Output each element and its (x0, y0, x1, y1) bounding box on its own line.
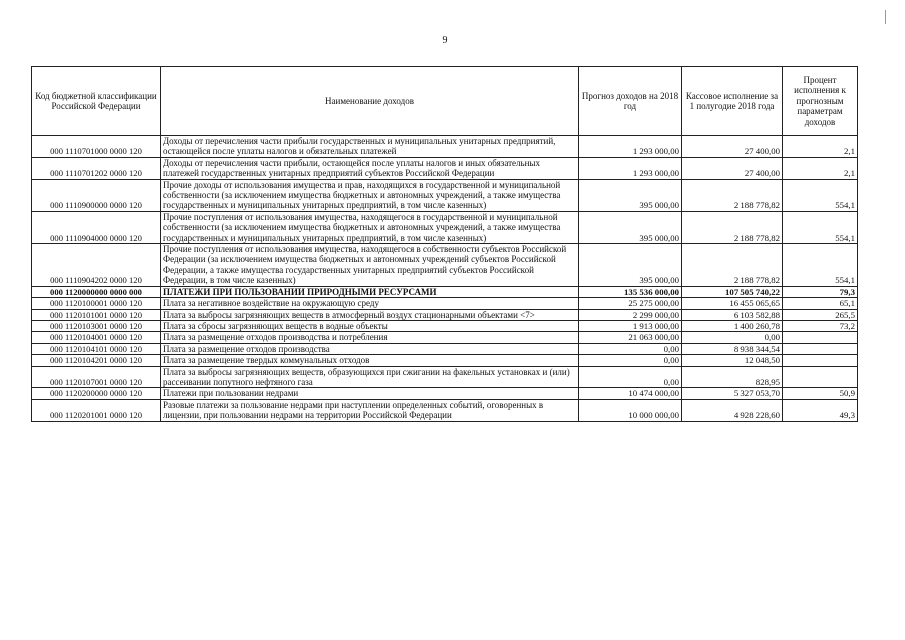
table-row (32, 136, 858, 158)
row-code: 000 1110701000 0000 120 (32, 136, 161, 158)
row-forecast: 1 293 000,00 (579, 157, 682, 179)
row-name: Плата за размещение отходов производства и потребления (161, 332, 579, 343)
row-code: 000 1120201001 0000 120 (32, 399, 161, 421)
row-executed: 5 327 053,70 (682, 388, 783, 399)
row-percent (783, 332, 858, 343)
row-name: Разовые платежи за пользование недрами при наступлении определенных событий, оговоренных в лицензии, при пользовании недрами на территории Российской Федерации (161, 399, 579, 421)
row-executed: 1 400 260,78 (682, 320, 783, 331)
row-executed: 2 188 778,82 (682, 244, 783, 287)
row-percent: 554,1 (783, 244, 858, 287)
table-row (32, 211, 858, 243)
row-forecast: 0,00 (579, 366, 682, 388)
row-forecast: 395 000,00 (579, 211, 682, 243)
row-percent: 49,3 (783, 399, 858, 421)
table-row (32, 179, 858, 211)
row-code: 000 1110904000 0000 120 (32, 211, 161, 243)
row-forecast: 135 536 000,00 (579, 286, 682, 297)
row-name: Плата за выбросы загрязняющих веществ, образующихся при сжигании на факельных установках и (или) рассеивании попутного нефтяного газа (161, 366, 579, 388)
row-code: 000 1120000000 0000 000 (32, 286, 161, 297)
table-row (32, 244, 858, 287)
row-percent: 50,9 (783, 388, 858, 399)
row-executed: 6 103 582,88 (682, 309, 783, 320)
row-name: Плата за размещение отходов производства (161, 343, 579, 354)
row-code: 000 1120200000 0000 120 (32, 388, 161, 399)
row-executed: 27 400,00 (682, 136, 783, 158)
row-percent: 2,1 (783, 136, 858, 158)
header-code: Код бюджетной классификации Российской Федерации (32, 67, 161, 136)
row-forecast: 395 000,00 (579, 244, 682, 287)
table-row (32, 298, 858, 309)
header-forecast: Прогноз доходов на 2018 год (579, 67, 682, 136)
scan-mark (885, 10, 886, 24)
row-name: Доходы от перечисления части прибыли, остающейся после уплаты налогов и иных обязательных платежей государственных унитарных предприятий субъектов Российской Федерации (161, 157, 579, 179)
row-percent (783, 343, 858, 354)
row-code: 000 1110900000 0000 120 (32, 179, 161, 211)
row-executed: 0,00 (682, 332, 783, 343)
row-executed: 12 048,50 (682, 355, 783, 366)
row-forecast: 2 299 000,00 (579, 309, 682, 320)
row-forecast: 10 474 000,00 (579, 388, 682, 399)
row-executed: 16 455 065,65 (682, 298, 783, 309)
table-row (32, 355, 858, 366)
row-forecast: 25 275 000,00 (579, 298, 682, 309)
row-code: 000 1120100001 0000 120 (32, 298, 161, 309)
table-row (32, 399, 858, 421)
row-percent: 554,1 (783, 211, 858, 243)
row-percent: 79,3 (783, 286, 858, 297)
row-name: Плата за сбросы загрязняющих веществ в водные объекты (161, 320, 579, 331)
row-forecast: 0,00 (579, 355, 682, 366)
row-name: Прочие поступления от использования имущества, находящегося в собственности субъектов Российской Федерации (за исключением имущества бюджетных и автономных учреждений субъектов Российской Федерации, а также имущества государственных унитарных предприятий субъектов Российской Федерации, в том числе казенных) (161, 244, 579, 287)
table-row (32, 343, 858, 354)
row-executed: 4 928 228,60 (682, 399, 783, 421)
row-code: 000 1120107001 0000 120 (32, 366, 161, 388)
row-code: 000 1120104001 0000 120 (32, 332, 161, 343)
table-row (32, 286, 858, 297)
row-percent: 2,1 (783, 157, 858, 179)
row-name: Плата за размещение твердых коммунальных отходов (161, 355, 579, 366)
row-name: Плата за негативное воздействие на окружающую среду (161, 298, 579, 309)
table-row (32, 309, 858, 320)
row-percent: 73,2 (783, 320, 858, 331)
row-name: Плата за выбросы загрязняющих веществ в атмосферный воздух стационарными объектами <7> (161, 309, 579, 320)
row-executed: 27 400,00 (682, 157, 783, 179)
row-name: ПЛАТЕЖИ ПРИ ПОЛЬЗОВАНИИ ПРИРОДНЫМИ РЕСУРСАМИ (161, 286, 579, 297)
table-header-row (32, 67, 858, 136)
page-number: 9 (442, 35, 448, 46)
table-row (32, 320, 858, 331)
row-forecast: 21 063 000,00 (579, 332, 682, 343)
row-forecast: 1 913 000,00 (579, 320, 682, 331)
header-percent: Процент исполнения к прогнозным параметрам доходов (783, 67, 858, 136)
header-executed: Кассовое исполнение за 1 полугодие 2018 года (682, 67, 783, 136)
row-percent: 265,5 (783, 309, 858, 320)
table-row (32, 157, 858, 179)
row-code: 000 1110701202 0000 120 (32, 157, 161, 179)
row-executed: 828,95 (682, 366, 783, 388)
budget-revenue-table (31, 66, 858, 422)
row-name: Платежи при пользовании недрами (161, 388, 579, 399)
row-executed: 107 505 740,22 (682, 286, 783, 297)
row-name: Прочие поступления от использования имущества, находящегося в государственной и муниципальной собственности (за исключением имущества бюджетных и автономных учреждений, а также имущества государственных и муниципальных унитарных предприятий, в том числе казенных) (161, 211, 579, 243)
header-name: Наименование доходов (161, 67, 579, 136)
row-code: 000 1120104201 0000 120 (32, 355, 161, 366)
row-executed: 8 938 344,54 (682, 343, 783, 354)
table-body (32, 136, 858, 422)
row-code: 000 1120103001 0000 120 (32, 320, 161, 331)
row-percent (783, 355, 858, 366)
row-code: 000 1120101001 0000 120 (32, 309, 161, 320)
row-forecast: 0,00 (579, 343, 682, 354)
row-executed: 2 188 778,82 (682, 179, 783, 211)
row-percent: 65,1 (783, 298, 858, 309)
table-row (32, 366, 858, 388)
row-code: 000 1110904202 0000 120 (32, 244, 161, 287)
row-name: Доходы от перечисления части прибыли государственных и муниципальных унитарных предприятий, остающейся после уплаты налогов и обязательных платежей (161, 136, 579, 158)
table-row (32, 388, 858, 399)
row-name: Прочие доходы от использования имущества и прав, находящихся в государственной и муниципальной собственности (за исключением имущества бюджетных и автономных учреждений, а также имущества государственных и муниципальных унитарных предприятий, в том числе казенных) (161, 179, 579, 211)
row-forecast: 10 000 000,00 (579, 399, 682, 421)
row-code: 000 1120104101 0000 120 (32, 343, 161, 354)
table-row (32, 332, 858, 343)
row-forecast: 1 293 000,00 (579, 136, 682, 158)
row-forecast: 395 000,00 (579, 179, 682, 211)
row-percent: 554,1 (783, 179, 858, 211)
row-executed: 2 188 778,82 (682, 211, 783, 243)
row-percent (783, 366, 858, 388)
